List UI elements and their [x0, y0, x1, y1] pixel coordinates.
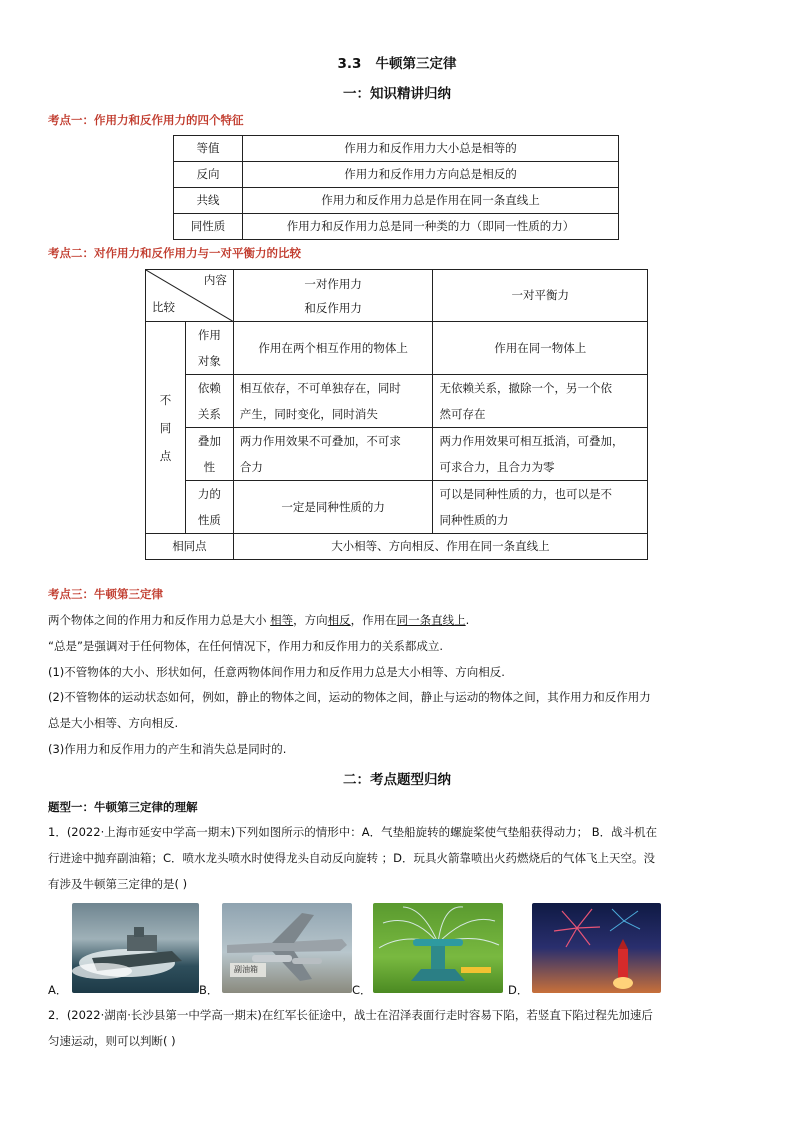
kd2-action-reaction-line: 合力 — [239, 460, 263, 474]
kd2-balance-line: 同种性质的力 — [439, 513, 509, 527]
kd2-key-line: 关系 — [197, 407, 221, 421]
kd1-value: 作用力和反作用力总是作用在同一条直线上 — [243, 188, 619, 214]
diag-top-label: 内容 — [203, 273, 227, 287]
law-pre: 两个物体之间的作用力和反作用力总是大小 — [48, 613, 267, 627]
kd2-action-reaction-line: 作用在两个相互作用的物体上 — [258, 341, 408, 355]
kd2-action-reaction — [233, 428, 433, 481]
kd2-key — [185, 375, 233, 428]
section-heading-1: 一：知识精讲归纳 — [343, 86, 451, 102]
q2-line1: 2．(2022·湖南·长沙县第一中学高一期末)在红军长征途中，战士在沼泽表面行走时容易下陷，若竖直下陷过程先加速后 — [48, 1008, 653, 1022]
kd2-key — [185, 428, 233, 481]
kd1-table — [173, 135, 619, 240]
fighter-jet-photo — [222, 903, 352, 993]
kd2-action-reaction — [233, 481, 433, 534]
sprinkler-photo — [373, 903, 503, 993]
kd2-balance-line: 可以是同种性质的力，也可以是不 — [439, 487, 612, 501]
law-mid-1: ，方向 — [293, 613, 328, 627]
kd3-heading: 考点三：牛顿第三定律 — [48, 587, 163, 601]
section-heading-2: 二：考点题型归纳 — [343, 772, 451, 788]
kd2-balance — [433, 428, 648, 481]
q2-line2: 匀速运动，则可以判断( ) — [48, 1034, 176, 1048]
kd2-action-reaction — [233, 375, 433, 428]
law-statement — [48, 608, 748, 632]
kd2-row — [146, 322, 648, 375]
kd2-key-line: 对象 — [197, 354, 221, 368]
kd2-row — [146, 375, 648, 428]
q1-line2: 行进途中抛弃副油箱；C．喷水龙头喷水时使得龙头自动反向旋转 ；D．玩具火箭靠喷出火药燃烧后的气体飞上天空。没 — [48, 851, 656, 865]
kd1-key: 共线 — [174, 188, 243, 214]
option-c-label: C． — [352, 983, 372, 997]
point-2-line2: 总是大小相等、方向相反. — [48, 716, 179, 730]
col1-line2: 和反作用力 — [304, 300, 362, 315]
kd2-action-reaction — [233, 322, 433, 375]
col1-line1: 一对作用力 — [304, 276, 362, 291]
option-a-label: A． — [48, 983, 68, 997]
kd2-balance — [433, 322, 648, 375]
kd2-key-line: 力的 — [197, 487, 221, 501]
kd1-row — [174, 162, 619, 188]
kd2-key-line: 叠加 — [197, 434, 221, 448]
kd2-action-reaction-line: 相互依存，不可单独存在，同时 — [239, 381, 401, 395]
group-char: 同 — [159, 420, 172, 435]
kd2-action-reaction-line: 产生，同时变化，同时消失 — [239, 407, 378, 421]
same-point-value: 大小相等、方向相反、作用在同一条直线上 — [233, 534, 647, 560]
point-3: (3)作用力和反作用力的产生和消失总是同时的. — [48, 742, 287, 756]
hovercraft-photo — [72, 903, 199, 993]
q1-line1: 1．(2022·上海市延安中学高一期末)下列如图所示的情形中：A．气垫船旋转的螺旋桨使气垫船获得动力； B．战斗机在 — [48, 825, 658, 839]
law-blank-2: 相反 — [327, 613, 351, 627]
kd2-key-line: 性 — [203, 460, 216, 474]
kd1-value: 作用力和反作用力方向总是相反的 — [243, 162, 619, 188]
kd1-value: 作用力和反作用力大小总是相等的 — [243, 136, 619, 162]
kd2-balance — [433, 375, 648, 428]
kd1-heading: 考点一：作用力和反作用力的四个特征 — [48, 113, 244, 127]
law-note: “总是”是强调对于任何物体，在任何情况下，作用力和反作用力的关系都成立. — [48, 639, 444, 653]
kd1-key: 同性质 — [174, 214, 243, 240]
hovercraft-icon — [72, 903, 199, 993]
kd1-key: 等值 — [174, 136, 243, 162]
diagonal-header-cell — [146, 270, 234, 322]
kd2-action-reaction-line: 两力作用效果不可叠加，不可求 — [239, 434, 401, 448]
kd2-row — [146, 428, 648, 481]
kd1-row — [174, 188, 619, 214]
option-b-label: B． — [199, 983, 219, 997]
different-points-label — [146, 322, 186, 534]
kd1-key: 反向 — [174, 162, 243, 188]
kd1-row — [174, 214, 619, 240]
kd2-key — [185, 322, 233, 375]
kd1-row — [174, 136, 619, 162]
option-d-label: D． — [508, 983, 529, 997]
kd2-balance-line: 两力作用效果可相互抵消，可叠加， — [439, 434, 624, 448]
drop-tank-label: 副油箱 — [234, 965, 258, 974]
group-char: 点 — [159, 448, 172, 463]
kd1-value: 作用力和反作用力总是同一种类的力（即同一性质的力） — [243, 214, 619, 240]
law-blank-3: 同一条直线上 — [396, 613, 466, 627]
point-1: (1)不管物体的大小、形状如何，任意两物体间作用力和反作用力总是大小相等、方向相反. — [48, 665, 505, 679]
title-text: 牛顿第三定律 — [375, 56, 457, 72]
law-blank-1: 相等 — [270, 613, 294, 627]
sprinkler-icon — [373, 903, 503, 993]
kd2-heading: 考点二：对作用力和反作用力与一对平衡力的比较 — [48, 246, 301, 260]
firework-rocket-icon — [532, 903, 661, 993]
kd2-row — [146, 481, 648, 534]
kd2-balance — [433, 481, 648, 534]
kd2-key-line: 作用 — [197, 328, 221, 342]
kd2-balance-line: 可求合力，且合力为零 — [439, 460, 555, 474]
kd2-balance-line: 作用在同一物体上 — [494, 341, 587, 355]
title-number: 3.3 — [337, 56, 362, 72]
kd2-balance-line: 然可存在 — [439, 407, 486, 421]
firework-rocket-photo — [532, 903, 661, 993]
kd2-table — [145, 269, 648, 560]
law-mid-2: ，作用在 — [350, 613, 397, 627]
col-header-action-reaction — [233, 270, 433, 322]
col-header-balance: 一对平衡力 — [433, 270, 648, 322]
point-2-line1: (2)不管物体的运动状态如何，例如，静止的物体之间，运动的物体之间，静止与运动的物体之间，其作用力和反作用力 — [48, 690, 651, 704]
law-end: . — [465, 613, 470, 627]
kd2-action-reaction-line: 一定是同种性质的力 — [281, 500, 385, 514]
kd2-key-line: 依赖 — [197, 381, 221, 395]
kd2-key — [185, 481, 233, 534]
kd2-balance-line: 无依赖关系，撤除一个，另一个依 — [439, 381, 612, 395]
same-point-label: 相同点 — [146, 534, 234, 560]
q1-line3: 有涉及牛顿第三定律的是( ) — [48, 877, 188, 891]
group-char: 不 — [159, 392, 172, 407]
kd2-key-line: 性质 — [197, 513, 221, 527]
fighter-jet-icon — [222, 903, 352, 993]
diag-bottom-label: 比较 — [152, 300, 175, 314]
type1-heading: 题型一：牛顿第三定律的理解 — [48, 800, 198, 814]
page-title — [0, 52, 794, 72]
